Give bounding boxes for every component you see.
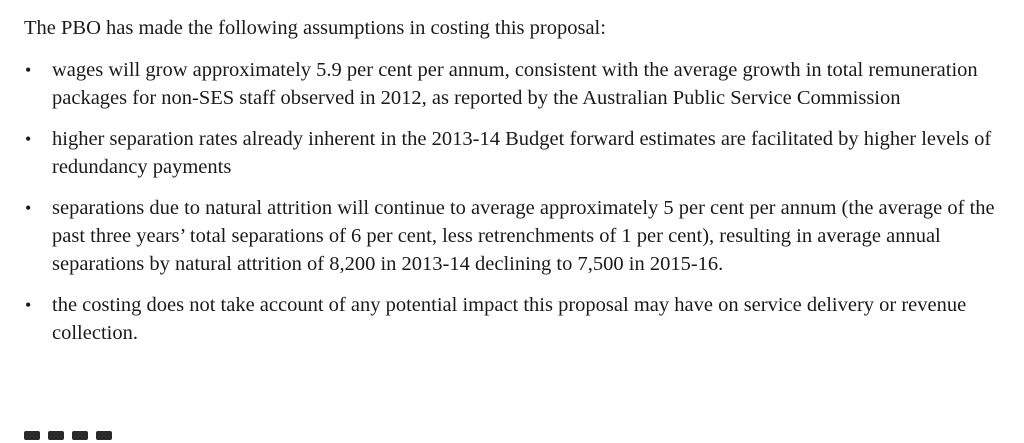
list-item-text: the costing does not take account of any potential impact this proposal may have on service delivery or revenue collection. bbox=[52, 294, 967, 344]
list-item-text: higher separation rates already inherent in the 2013-14 Budget forward estimates are facilitated by higher levels of redundancy payments bbox=[52, 128, 992, 178]
bullet-icon: • bbox=[25, 198, 32, 218]
cutoff-next-line bbox=[24, 431, 134, 443]
bullet-icon: • bbox=[25, 129, 32, 149]
list-item bbox=[24, 56, 1009, 112]
list-item bbox=[24, 125, 1009, 181]
list-item-text: separations due to natural attrition will continue to average approximately 5 per cent per annum (the average of the past three years’ total separations of 6 per cent, less retrenchments of 1 per cent), resulting in average annual separations by natural attrition of 8,200 in 2013-14 declining to 7,500 in 2015-16. bbox=[52, 197, 995, 275]
assumptions-list bbox=[24, 56, 1009, 347]
bullet-icon: • bbox=[25, 60, 32, 80]
intro-paragraph: The PBO has made the following assumptions in costing this proposal: bbox=[24, 17, 606, 39]
document-body bbox=[24, 14, 1009, 360]
list-item-text: wages will grow approximately 5.9 per cent per annum, consistent with the average growth in total remuneration packages for non-SES staff observed in 2012, as reported by the Australian Public Service Commission bbox=[52, 59, 978, 109]
cutoff-glyph bbox=[24, 431, 40, 440]
cutoff-glyph bbox=[96, 431, 112, 440]
cutoff-glyph bbox=[72, 431, 88, 440]
bullet-icon: • bbox=[25, 295, 32, 315]
list-item bbox=[24, 194, 1009, 278]
cutoff-glyph bbox=[48, 431, 64, 440]
list-item bbox=[24, 291, 1009, 347]
